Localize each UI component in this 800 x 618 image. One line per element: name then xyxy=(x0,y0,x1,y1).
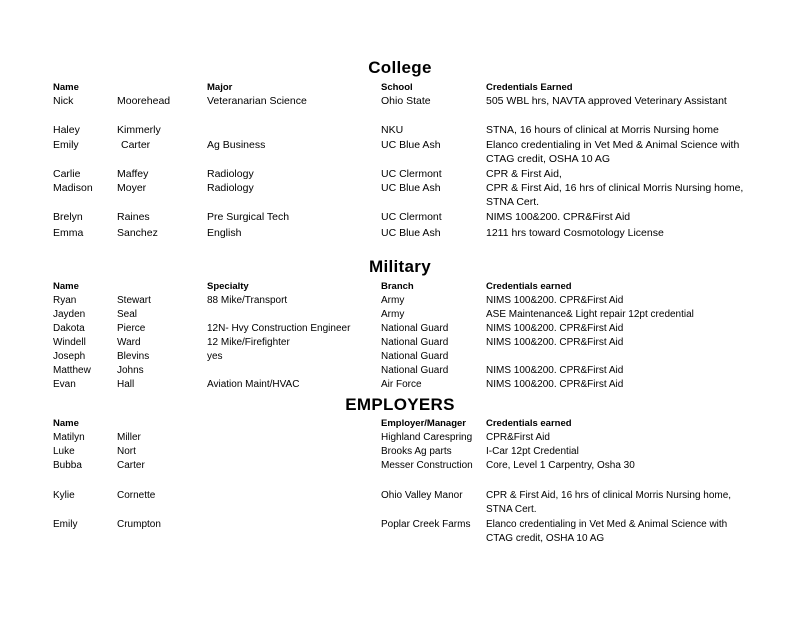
last-name: Sanchez xyxy=(117,227,158,239)
school: UC Blue Ash xyxy=(381,182,441,194)
first-name: Emma xyxy=(53,227,84,239)
major: Ag Business xyxy=(207,139,266,151)
last-name: Maffey xyxy=(117,168,149,180)
specialty: 12N- Hvy Construction Engineer xyxy=(207,323,351,334)
credentials-continued: STNA Cert. xyxy=(486,504,537,515)
credentials-continued: CTAG credit, OSHA 10 AG xyxy=(486,153,611,165)
header-employer: Employer/Manager xyxy=(381,418,466,429)
header-name: Name xyxy=(53,82,79,93)
table-row xyxy=(0,518,800,544)
header-name: Name xyxy=(53,418,79,429)
last-name: Cornette xyxy=(117,490,156,501)
table-row xyxy=(0,431,800,445)
credentials-continued: STNA Cert. xyxy=(486,196,540,208)
last-name: Ward xyxy=(117,337,141,348)
first-name: Carlie xyxy=(53,168,81,180)
last-name: Crumpton xyxy=(117,519,161,530)
last-name: Moyer xyxy=(117,182,147,194)
credentials: CPR&First Aid xyxy=(486,432,550,443)
last-name: Raines xyxy=(117,211,150,223)
table-row xyxy=(0,181,800,208)
major: English xyxy=(207,227,242,239)
last-name: Johns xyxy=(117,365,144,376)
school: UC Clermont xyxy=(381,168,442,180)
credentials: Elanco credentialing in Vet Med & Animal Science with xyxy=(486,139,740,151)
first-name: Haley xyxy=(53,124,80,136)
specialty: 88 Mike/Transport xyxy=(207,295,288,306)
table-row xyxy=(0,364,800,378)
last-name: Seal xyxy=(117,309,138,320)
credentials: ASE Maintenance& Light repair 12pt credential xyxy=(486,309,694,320)
header-school: School xyxy=(381,82,413,93)
major: Pre Surgical Tech xyxy=(207,211,290,223)
credentials: Core, Level 1 Carpentry, Osha 30 xyxy=(486,460,635,471)
employer: Highland Carespring xyxy=(381,432,473,443)
last-name: Miller xyxy=(117,432,141,443)
last-name: Stewart xyxy=(117,295,151,306)
last-name: Blevins xyxy=(117,351,150,362)
header-credentials: Credentials earned xyxy=(486,418,572,429)
header-specialty: Specialty xyxy=(207,281,249,292)
first-name: Dakota xyxy=(53,323,85,334)
credentials: STNA, 16 hours of clinical at Morris Nursing home xyxy=(486,124,719,136)
last-name: Pierce xyxy=(117,323,146,334)
header-major: Major xyxy=(207,82,233,93)
credentials: CPR & First Aid, xyxy=(486,168,562,180)
header-branch: Branch xyxy=(381,281,414,292)
credentials: Elanco credentialing in Vet Med & Animal Science with xyxy=(486,519,728,530)
employer: Ohio Valley Manor xyxy=(381,490,463,501)
branch: Army xyxy=(381,309,405,320)
last-name: Moorehead xyxy=(117,95,171,107)
branch: National Guard xyxy=(381,365,449,376)
military-title: Military xyxy=(369,257,431,276)
employer: Brooks Ag parts xyxy=(381,446,452,457)
employers-header-row xyxy=(0,417,800,431)
first-name: Nick xyxy=(53,95,74,107)
header-credentials: Credentials earned xyxy=(486,281,572,292)
first-name: Matilyn xyxy=(53,432,85,443)
branch: National Guard xyxy=(381,323,449,334)
credentials: NIMS 100&200. CPR&First Aid xyxy=(486,379,624,390)
table-row xyxy=(0,138,800,165)
major: Radiology xyxy=(207,168,254,180)
table-row xyxy=(0,123,800,137)
major: Veteranarian Science xyxy=(207,95,307,107)
credentials: CPR & First Aid, 16 hrs of clinical Morris Nursing home, xyxy=(486,182,744,194)
first-name: Brelyn xyxy=(53,211,83,223)
table-row xyxy=(0,308,800,322)
employers-title: EMPLOYERS xyxy=(345,395,455,414)
specialty: yes xyxy=(207,351,223,362)
first-name: Emily xyxy=(53,519,78,530)
specialty: Aviation Maint/HVAC xyxy=(207,379,300,390)
credentials: 1211 hrs toward Cosmotology License xyxy=(486,227,664,239)
first-name: Madison xyxy=(53,182,93,194)
last-name: Nort xyxy=(117,446,136,457)
table-row xyxy=(0,445,800,459)
credentials: NIMS 100&200. CPR&First Aid xyxy=(486,365,624,376)
credentials: 505 WBL hrs, NAVTA approved Veterinary Assistant xyxy=(486,95,727,107)
last-name: Hall xyxy=(117,379,135,390)
last-name: Carter xyxy=(121,139,151,151)
major: Radiology xyxy=(207,182,254,194)
table-row xyxy=(0,350,800,364)
first-name: Evan xyxy=(53,379,76,390)
specialty: 12 Mike/Firefighter xyxy=(207,337,290,348)
military-header-row xyxy=(0,280,800,294)
branch: Army xyxy=(381,295,405,306)
first-name: Bubba xyxy=(53,460,82,471)
table-row xyxy=(0,459,800,473)
first-name: Jayden xyxy=(53,309,86,320)
first-name: Emily xyxy=(53,139,79,151)
employer: Messer Construction xyxy=(381,460,473,471)
school: UC Blue Ash xyxy=(381,139,441,151)
credentials: NIMS 100&200. CPR&First Aid xyxy=(486,323,624,334)
table-row xyxy=(0,336,800,350)
table-row xyxy=(0,322,800,336)
credentials: NIMS 100&200. CPR&First Aid xyxy=(486,211,631,223)
credentials-continued: CTAG credit, OSHA 10 AG xyxy=(486,533,605,544)
credentials: NIMS 100&200. CPR&First Aid xyxy=(486,337,624,348)
school: Ohio State xyxy=(381,95,431,107)
credentials: I-Car 12pt Credential xyxy=(486,446,579,457)
table-row xyxy=(0,167,800,181)
first-name: Ryan xyxy=(53,295,77,306)
first-name: Kylie xyxy=(53,490,75,501)
first-name: Luke xyxy=(53,446,75,457)
school: NKU xyxy=(381,124,404,136)
last-name: Carter xyxy=(117,460,145,471)
table-row xyxy=(0,378,800,392)
credentials: NIMS 100&200. CPR&First Aid xyxy=(486,295,624,306)
employer: Poplar Creek Farms xyxy=(381,519,471,530)
first-name: Matthew xyxy=(53,365,91,376)
last-name: Kimmerly xyxy=(117,124,161,136)
table-row xyxy=(0,226,800,240)
college-title: College xyxy=(368,58,432,77)
first-name: Windell xyxy=(53,337,86,348)
school: UC Blue Ash xyxy=(381,227,441,239)
college-header-row xyxy=(0,81,800,95)
header-credentials: Credentials Earned xyxy=(486,82,573,93)
first-name: Joseph xyxy=(53,351,86,362)
branch: Air Force xyxy=(381,379,422,390)
branch: National Guard xyxy=(381,337,449,348)
table-row xyxy=(0,94,800,108)
table-row xyxy=(0,489,800,515)
header-name: Name xyxy=(53,281,79,292)
credentials: CPR & First Aid, 16 hrs of clinical Morris Nursing home, xyxy=(486,490,732,501)
school: UC Clermont xyxy=(381,211,442,223)
branch: National Guard xyxy=(381,351,449,362)
table-row xyxy=(0,294,800,308)
table-row xyxy=(0,210,800,224)
